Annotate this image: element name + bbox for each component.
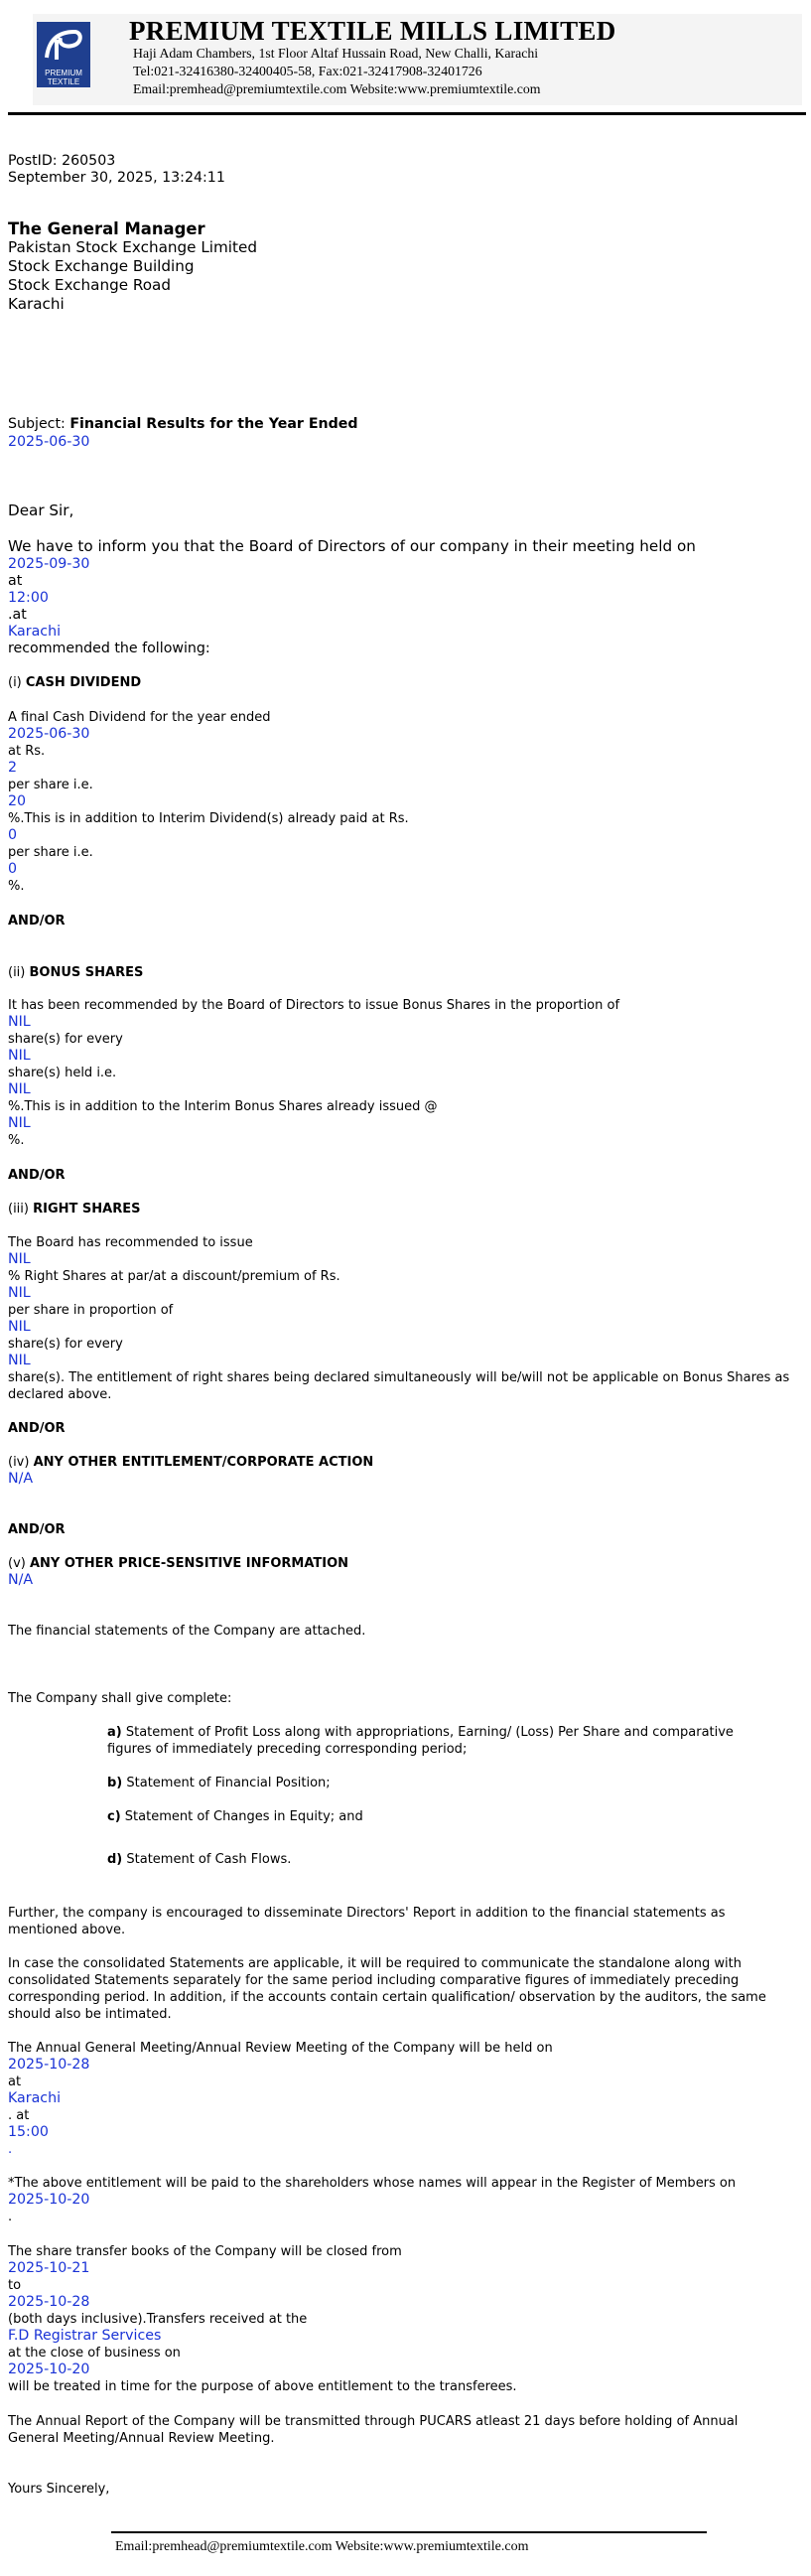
- bonus-proportion[interactable]: NIL: [8, 1014, 31, 1030]
- interim-bonus-percent[interactable]: NIL: [8, 1115, 31, 1131]
- section-number: (v): [8, 1556, 30, 1571]
- right-shares-proportion[interactable]: NIL: [8, 1319, 31, 1335]
- books-line: at the close of business on: [8, 2346, 181, 2361]
- cash-dividend-year-end[interactable]: 2025-06-30: [8, 726, 90, 742]
- and-or-separator: AND/OR: [8, 1421, 66, 1436]
- price-sensitive-value[interactable]: N/A: [8, 1572, 34, 1588]
- section-title: RIGHT SHARES: [33, 1202, 141, 1216]
- subject-line: [8, 416, 358, 433]
- statement-item: [107, 1851, 772, 1868]
- cash-dividend-line: A final Cash Dividend for the year ended: [8, 710, 271, 725]
- subject-prefix: Subject:: [8, 416, 70, 432]
- statement-item: [107, 1724, 772, 1758]
- cash-dividend-percent[interactable]: 20: [8, 793, 27, 809]
- recipient-line: Karachi: [8, 295, 65, 313]
- agm-line: The Annual General Meeting/Annual Review Meeting of the Company will be held on: [8, 2041, 553, 2056]
- directors-report-paragraph: Further, the company is encouraged to disseminate Directors' Report in addition to the financial statements as mentioned above.: [8, 1906, 726, 1937]
- company-name: PREMIUM TEXTILE MILLS LIMITED: [129, 16, 616, 46]
- annual-report-paragraph: The Annual Report of the Company will be transmitted through PUCARS atleast 21 days before holding of Annual General Meeting/Annual Review Meeting.: [8, 2414, 739, 2446]
- item-text: Statement of Changes in Equity; and: [120, 1809, 363, 1824]
- section-title: ANY OTHER PRICE-SENSITIVE INFORMATION: [29, 1556, 349, 1571]
- registrar-name[interactable]: F.D Registrar Services: [8, 2328, 162, 2344]
- bonus-line: It has been recommended by the Board of Directors to issue Bonus Shares in the proportion of: [8, 998, 620, 1013]
- complete-intro: The Company shall give complete:: [8, 1691, 232, 1706]
- right-shares-per-every[interactable]: NIL: [8, 1353, 31, 1368]
- recipient-line: Stock Exchange Building: [8, 257, 195, 275]
- and-or-separator: AND/OR: [8, 1522, 66, 1537]
- item-label: a): [107, 1725, 122, 1740]
- interim-dividend-percent[interactable]: 0: [8, 861, 18, 877]
- bonus-per-every[interactable]: NIL: [8, 1048, 31, 1064]
- statement-item: [107, 1808, 772, 1825]
- meeting-time[interactable]: 12:00: [8, 590, 49, 606]
- bonus-line: %.: [8, 1133, 25, 1148]
- recipient-line: Stock Exchange Road: [8, 276, 172, 294]
- other-entitlement-value[interactable]: N/A: [8, 1471, 34, 1487]
- footer-contact: Email:premhead@premiumtextile.com Website:www.premiumtextile.com: [115, 2539, 529, 2554]
- agm-line: at: [8, 2075, 22, 2089]
- recipient-line: Pakistan Stock Exchange Limited: [8, 238, 257, 256]
- right-line: per share in proportion of: [8, 1303, 174, 1318]
- cash-dividend-line: per share i.e.: [8, 778, 93, 792]
- right-shares-percent[interactable]: NIL: [8, 1251, 31, 1267]
- bonus-line: share(s) held i.e.: [8, 1066, 117, 1080]
- intro-text: We have to inform you that the Board of Directors of our company in their meeting held on: [8, 537, 696, 555]
- section-title: BONUS SHARES: [29, 965, 144, 980]
- item-label: b): [107, 1776, 123, 1790]
- section-number: (iii): [8, 1202, 34, 1216]
- other-entitlement-heading: [8, 1454, 373, 1471]
- bonus-line: share(s) for every: [8, 1032, 123, 1047]
- meeting-date[interactable]: 2025-09-30: [8, 556, 90, 572]
- letterhead: [33, 14, 802, 105]
- item-text: Statement of Profit Loss along with appropriations, Earning/ (Loss) Per Share and comparative figures of immediately preceding corresponding period;: [107, 1725, 734, 1757]
- cash-dividend-heading: [8, 674, 141, 691]
- cash-dividend-line: per share i.e.: [8, 845, 93, 860]
- entitlement-line: .: [8, 2210, 13, 2224]
- and-or-separator: AND/OR: [8, 1168, 66, 1183]
- intro-recommended: recommended the following:: [8, 641, 210, 656]
- company-address: Haji Adam Chambers, 1st Floor Altaf Hussain Road, New Challi, Karachi: [133, 46, 539, 61]
- right-line: share(s) for every: [8, 1337, 123, 1352]
- consolidated-paragraph: In case the consolidated Statements are applicable, it will be required to communicate the standalone along with consolidated Statements separately for the same period including comparative figures of immediately preceding corresponding period. In addition, if the accounts contain certain qualification/ observation by the auditors, the same should also be intimated.: [8, 1956, 766, 2022]
- right-shares-rs[interactable]: NIL: [8, 1285, 31, 1301]
- section-title: ANY OTHER ENTITLEMENT/CORPORATE ACTION: [33, 1455, 374, 1470]
- register-date[interactable]: 2025-10-20: [8, 2192, 90, 2208]
- intro-at-place: .at: [8, 607, 27, 623]
- agm-place[interactable]: Karachi: [8, 2090, 62, 2106]
- right-line: share(s). The entitlement of right shares being declared simultaneously will be/will not be applicable on Bonus Shares as declared above.: [8, 1370, 790, 1402]
- books-closed-to[interactable]: 2025-10-28: [8, 2294, 90, 2310]
- intro-at: at: [8, 573, 23, 589]
- statement-item: [107, 1775, 772, 1791]
- price-sensitive-heading: [8, 1555, 348, 1572]
- bonus-shares-heading: [8, 964, 143, 981]
- header-divider: [8, 112, 806, 115]
- right-line: % Right Shares at par/at a discount/premium of Rs.: [8, 1269, 340, 1284]
- section-number: (i): [8, 675, 26, 690]
- agm-time[interactable]: 15:00: [8, 2124, 49, 2140]
- footer-divider: [111, 2531, 707, 2533]
- company-email-web: Email:premhead@premiumtextile.com Website:www.premiumtextile.com: [133, 81, 541, 96]
- post-id: PostID: 260503: [8, 153, 116, 169]
- books-line: to: [8, 2278, 22, 2293]
- post-datetime: September 30, 2025, 13:24:11: [8, 170, 225, 186]
- right-shares-heading: [8, 1201, 140, 1217]
- company-logo: [35, 20, 92, 93]
- subject-date[interactable]: 2025-06-30: [8, 434, 90, 450]
- company-tel-fax: Tel:021-32416380-32400405-58, Fax:021-32417908-32401726: [133, 64, 482, 78]
- svg-text:PREMIUM: PREMIUM: [45, 69, 82, 77]
- books-line: The share transfer books of the Company will be closed from: [8, 2244, 402, 2259]
- bonus-percent[interactable]: NIL: [8, 1081, 31, 1097]
- agm-line: . at: [8, 2108, 30, 2123]
- cash-dividend-line: at Rs.: [8, 744, 46, 759]
- item-label: d): [107, 1852, 123, 1867]
- section-number: (iv): [8, 1455, 34, 1470]
- svg-text:TEXTILE: TEXTILE: [47, 77, 80, 86]
- recipient-title: The General Manager: [8, 219, 205, 238]
- and-or-separator: AND/OR: [8, 914, 66, 929]
- item-text: Statement of Financial Position;: [122, 1776, 331, 1790]
- cash-dividend-line: %.This is in addition to Interim Dividend(s) already paid at Rs.: [8, 811, 409, 826]
- section-title: CASH DIVIDEND: [25, 675, 142, 690]
- salutation: Dear Sir,: [8, 501, 74, 519]
- books-line: (both days inclusive).Transfers received at the: [8, 2312, 308, 2327]
- cash-dividend-rs[interactable]: 2: [8, 760, 18, 776]
- closing: Yours Sincerely,: [8, 2482, 110, 2497]
- section-number: (ii): [8, 965, 30, 980]
- item-text: Statement of Cash Flows.: [122, 1852, 292, 1867]
- meeting-place[interactable]: Karachi: [8, 624, 62, 640]
- attached-statement: The financial statements of the Company are attached.: [8, 1624, 366, 1639]
- agm-date[interactable]: 2025-10-28: [8, 2057, 90, 2073]
- right-line: The Board has recommended to issue: [8, 1235, 253, 1250]
- cash-dividend-line: %.: [8, 879, 25, 894]
- item-label: c): [107, 1809, 121, 1824]
- books-closed-from[interactable]: 2025-10-21: [8, 2260, 90, 2276]
- interim-dividend-rs[interactable]: 0: [8, 827, 18, 843]
- agm-line: .: [8, 2142, 13, 2157]
- close-of-business-date[interactable]: 2025-10-20: [8, 2361, 90, 2377]
- subject-text: Financial Results for the Year Ended: [69, 416, 358, 432]
- entitlement-line: *The above entitlement will be paid to the shareholders whose names will appear in the Register of Members on: [8, 2176, 737, 2191]
- bonus-line: %.This is in addition to the Interim Bonus Shares already issued @: [8, 1099, 438, 1114]
- books-line: will be treated in time for the purpose of above entitlement to the transferees.: [8, 2379, 517, 2394]
